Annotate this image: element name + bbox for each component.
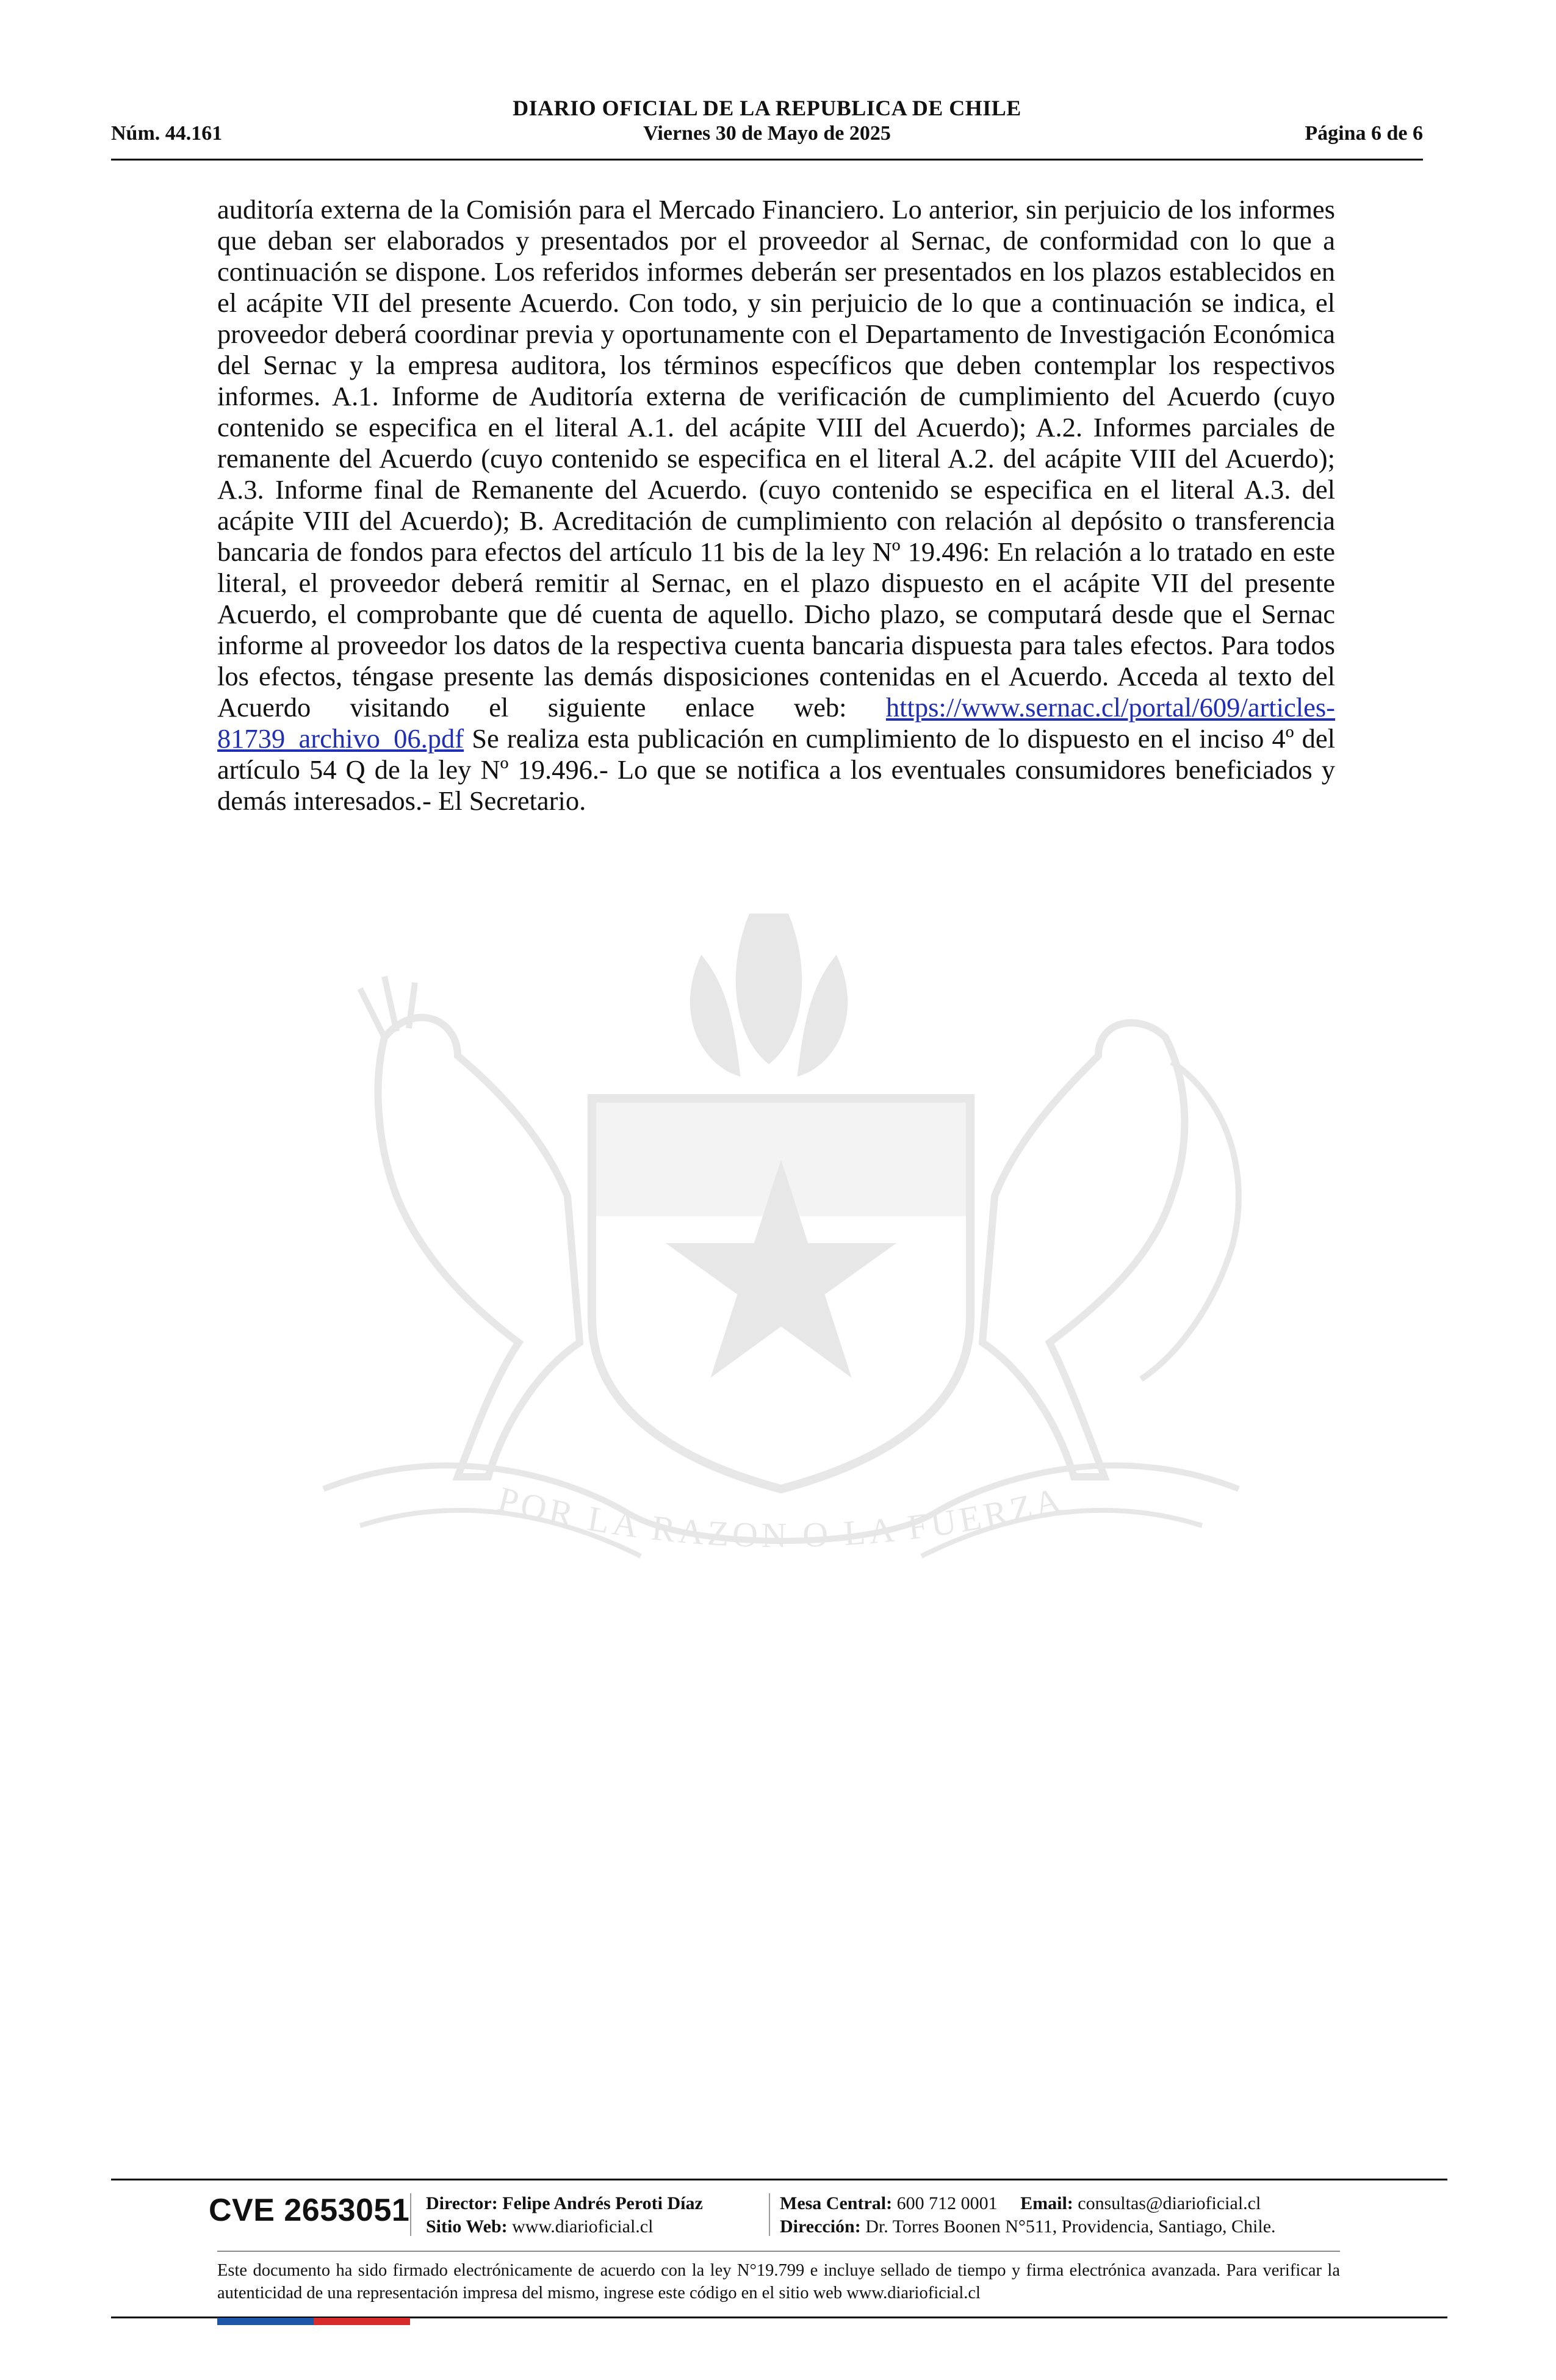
flag-blue-segment bbox=[217, 2318, 314, 2325]
legal-notice: Este documento ha sido firmado electrónicamente de acuerdo con la ley N°19.799 e incluye sellado de tiempo y firma electrónica avanzada. Para verificar la autenticidad de una representación impresa del mismo, ingrese este código en el sitio web www.diarioficial.cl bbox=[217, 2261, 1340, 2302]
flag-color-bar bbox=[217, 2318, 410, 2325]
chile-coat-of-arms-icon bbox=[201, 879, 1361, 1672]
agreement-link[interactable]: https://www.sernac.cl/portal/609/articles-81739_archivo_06.pdf bbox=[217, 692, 1335, 754]
phone-label: Mesa Central: bbox=[780, 2193, 893, 2213]
footer-separator bbox=[410, 2193, 411, 2236]
address-text: Dr. Torres Boonen N°511, Providencia, Santiago, Chile. bbox=[865, 2216, 1276, 2237]
email-address[interactable]: consultas@diarioficial.cl bbox=[1078, 2193, 1261, 2213]
footer-top-rule bbox=[111, 2179, 1447, 2180]
phone-number: 600 712 0001 bbox=[896, 2193, 998, 2213]
footer-director-block bbox=[426, 2192, 703, 2238]
website-label: Sitio Web: bbox=[426, 2216, 508, 2237]
watermark-motto: POR LA RAZON O LA FUERZA bbox=[494, 1479, 1068, 1556]
flag-red-segment bbox=[314, 2318, 410, 2325]
address-label: Dirección: bbox=[780, 2216, 861, 2237]
director-name: Felipe Andrés Peroti Díaz bbox=[502, 2193, 703, 2213]
page-footer bbox=[111, 2179, 1447, 2331]
page-number: Página 6 de 6 bbox=[1305, 122, 1423, 145]
issue-date: Viernes 30 de Mayo de 2025 bbox=[643, 122, 891, 145]
footer-separator bbox=[769, 2193, 770, 2236]
email-label: Email: bbox=[1020, 2193, 1073, 2213]
footer-mid-rule bbox=[217, 2251, 1340, 2252]
cve-code: CVE 2653051 bbox=[209, 2193, 410, 2228]
issue-number: Núm. 44.161 bbox=[111, 122, 223, 145]
body-text-before-link: auditoría externa de la Comisión para el Mercado Financiero. Lo anterior, sin perjuicio de los informes que deban ser elaborados y presentados por el proveedor al Sernac, de conformidad con lo que a continuación se dispone. Los referidos informes deberán ser presentados en los plazos establecidos en el acápite VII del presente Acuerdo. Con todo, y sin perjuicio de lo que a continuación se indica, el proveedor deberá coordinar previa y oportunamente con el Departamento de Investigación Económica del Sernac y la empresa auditora, los términos específicos que deben contemplar los respectivos informes. A.1. Informe de Auditoría externa de verificación de cumplimiento del Acuerdo (cuyo contenido se especifica en el literal A.1. del acápite VIII del Acuerdo); A.2. Informes parciales de remanente del Acuerdo (cuyo contenido se especifica en el literal A.2. del acápite VIII del Acuerdo); A.3. Informe final de Remanente del Acuerdo. (cuyo contenido se especifica en el literal A.3. del acápite VIII del Acuerdo); B. Acreditación de cumplimiento con relación al depósito o transferencia bancaria de fondos para efectos del artículo 11 bis de la ley Nº 19.496: En relación a lo tratado en este literal, el proveedor deberá remitir al Sernac, en el plazo dispuesto en el acápite VII del presente Acuerdo, el comprobante que dé cuenta de aquello. Dicho plazo, se computará desde que el Sernac informe al proveedor los datos de la respectiva cuenta bancaria dispuesta para tales efectos. Para todos los efectos, téngase presente las demás disposiciones contenidas en el Acuerdo. Acceda al texto del Acuerdo visitando el siguiente enlace web: bbox=[217, 194, 1335, 723]
page-header bbox=[111, 93, 1423, 160]
website-link[interactable]: www.diarioficial.cl bbox=[512, 2216, 654, 2237]
body-text-after-link: Se realiza esta publicación en cumplimiento de lo dispuesto en el inciso 4º del artículo 54 Q de la ley Nº 19.496.- Lo que se notifica a los eventuales consumidores beneficiados y demás interesados.- El Secretario. bbox=[217, 723, 1335, 816]
footer-contact-block bbox=[780, 2192, 1276, 2238]
director-label: Director: bbox=[426, 2193, 498, 2213]
masthead-title: DIARIO OFICIAL DE LA REPUBLICA DE CHILE bbox=[513, 96, 1021, 120]
publication-body bbox=[217, 194, 1335, 817]
